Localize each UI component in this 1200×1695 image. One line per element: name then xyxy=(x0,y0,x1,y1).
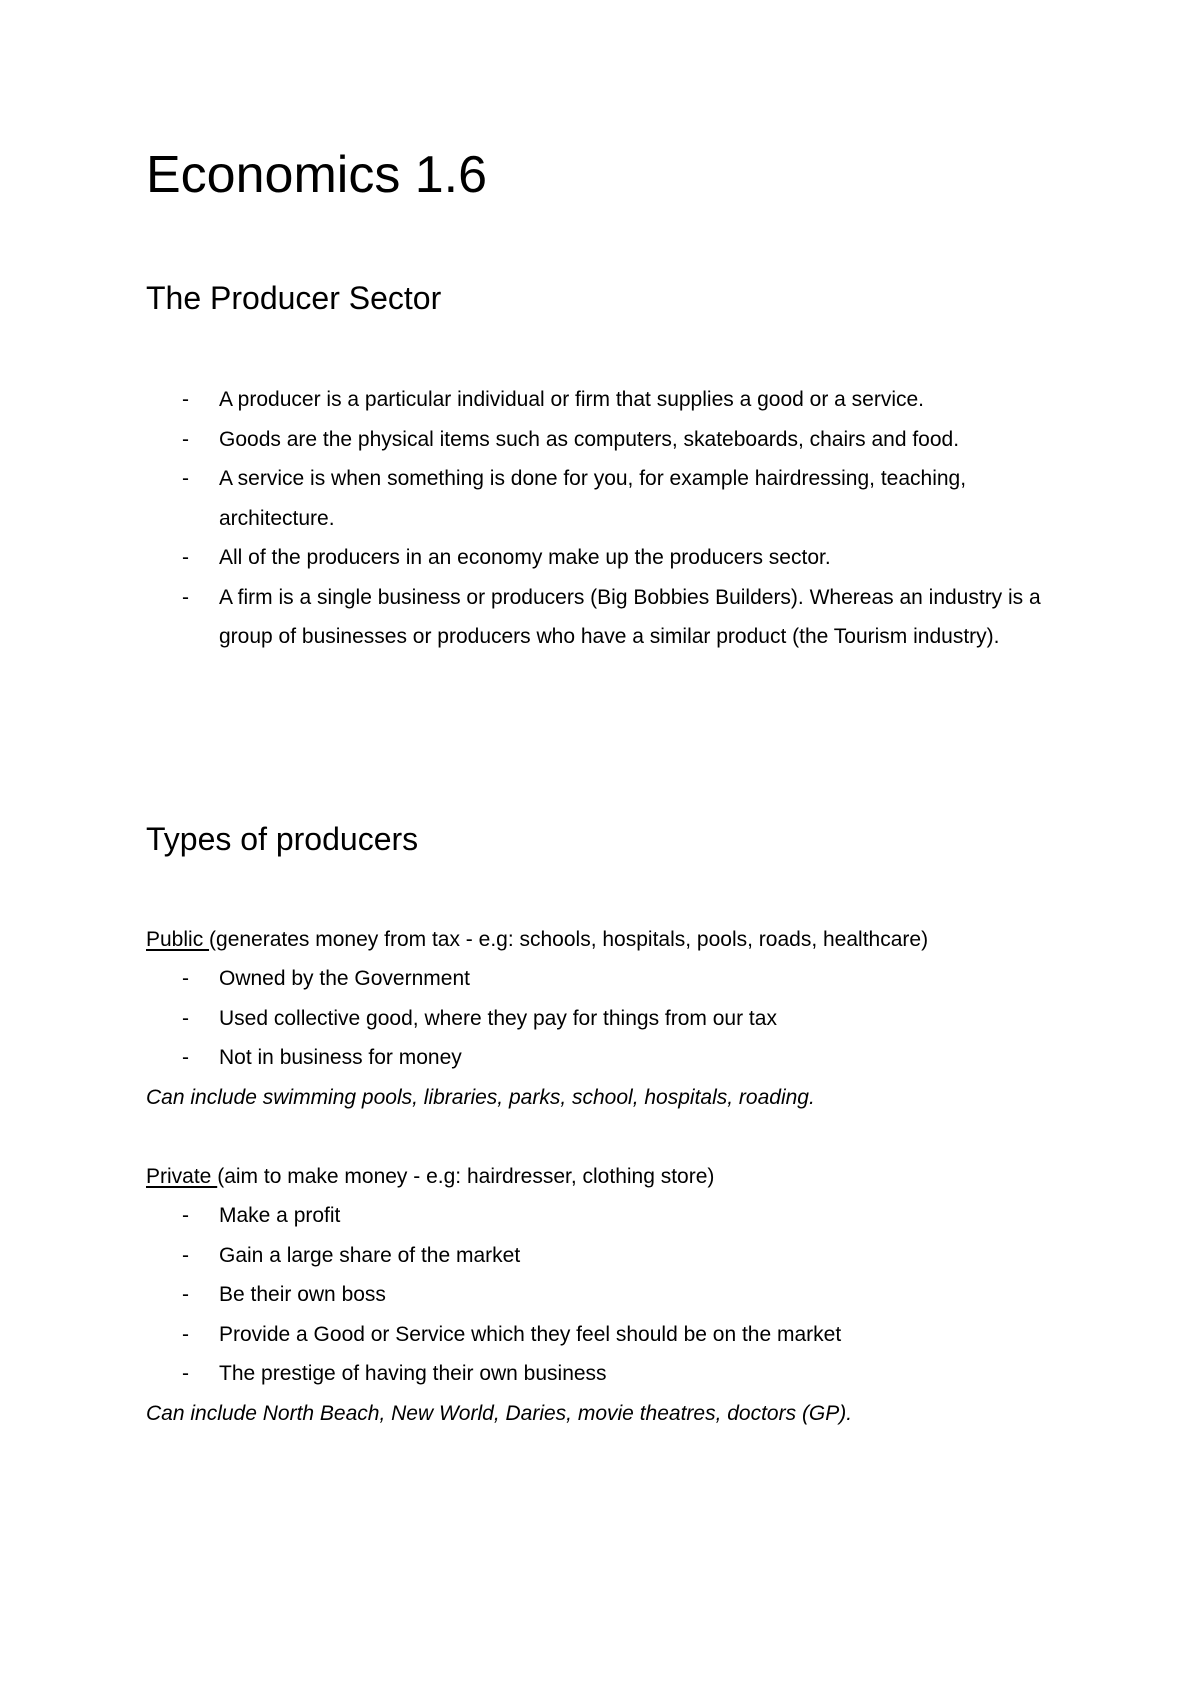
dash-bullet: - xyxy=(182,427,189,451)
list-item-text: Make a profit xyxy=(219,1204,341,1227)
private-examples-note: Can include North Beach, New World, Daries, movie theatres, doctors (GP). xyxy=(146,1402,853,1425)
dash-bullet: - xyxy=(182,1243,189,1267)
public-examples-note: Can include swimming pools, libraries, parks, school, hospitals, roading. xyxy=(146,1086,815,1109)
list-item xyxy=(146,1196,1066,1236)
dash-bullet: - xyxy=(182,467,189,490)
list-item xyxy=(146,1275,1066,1315)
list-item-text: Goods are the physical items such as computers, skateboards, chairs and food. xyxy=(219,427,960,451)
list-item-text: A producer is a particular individual or firm that supplies a good or a service. xyxy=(219,388,925,411)
list-item-text: A firm is a single business or producers (Big Bobbies Builders). Whereas an industry is a group of businesses or producers who have a similar product (the Tourism industry). xyxy=(219,585,1041,648)
list-item-text: Used collective good, where they pay for things from our tax xyxy=(219,1006,777,1030)
dash-bullet: - xyxy=(182,1006,189,1030)
dash-bullet: - xyxy=(182,967,189,990)
list-item xyxy=(146,1315,1066,1355)
producer-sector-list xyxy=(146,380,1066,657)
list-item-text: Provide a Good or Service which they feel should be on the market xyxy=(219,1322,842,1346)
list-item xyxy=(146,459,1066,538)
list-item xyxy=(146,420,1066,460)
dash-bullet: - xyxy=(182,388,189,411)
list-item xyxy=(146,959,1066,999)
page-title: Economics 1.6 xyxy=(146,146,488,204)
dash-bullet: - xyxy=(182,1046,189,1069)
private-description: (aim to make money - e.g: hairdresser, clothing store) xyxy=(217,1165,715,1188)
list-item xyxy=(146,1354,1066,1394)
dash-bullet: - xyxy=(182,1283,189,1306)
producer-sector-heading: The Producer Sector xyxy=(146,280,442,316)
private-producers-line xyxy=(146,1157,714,1197)
public-description: (generates money from tax - e.g: schools, hospitals, pools, roads, healthcare) xyxy=(209,928,929,951)
public-producers-list xyxy=(146,959,1066,1078)
list-item-text: Owned by the Government xyxy=(219,967,470,990)
public-producers-line xyxy=(146,920,928,960)
list-item-text: Not in business for money xyxy=(219,1046,462,1069)
list-item-text: The prestige of having their own business xyxy=(219,1362,607,1385)
list-item-text: Gain a large share of the market xyxy=(219,1243,521,1267)
list-item-text: A service is when something is done for you, for example hairdressing, teaching, architecture. xyxy=(219,467,967,530)
dash-bullet: - xyxy=(182,585,189,609)
public-label: Public xyxy=(146,928,210,951)
list-item xyxy=(146,1038,1066,1078)
dash-bullet: - xyxy=(182,1322,189,1346)
dash-bullet: - xyxy=(182,1362,189,1385)
list-item-text: All of the producers in an economy make up the producers sector. xyxy=(219,546,831,569)
list-item xyxy=(146,380,1066,420)
dash-bullet: - xyxy=(182,546,189,569)
dash-bullet: - xyxy=(182,1204,189,1227)
types-of-producers-heading: Types of producers xyxy=(146,821,419,857)
list-item xyxy=(146,578,1066,657)
list-item xyxy=(146,1236,1066,1276)
private-label: Private xyxy=(146,1165,218,1188)
list-item xyxy=(146,538,1066,578)
private-producers-list xyxy=(146,1196,1066,1394)
list-item-text: Be their own boss xyxy=(219,1283,386,1306)
list-item xyxy=(146,999,1066,1039)
